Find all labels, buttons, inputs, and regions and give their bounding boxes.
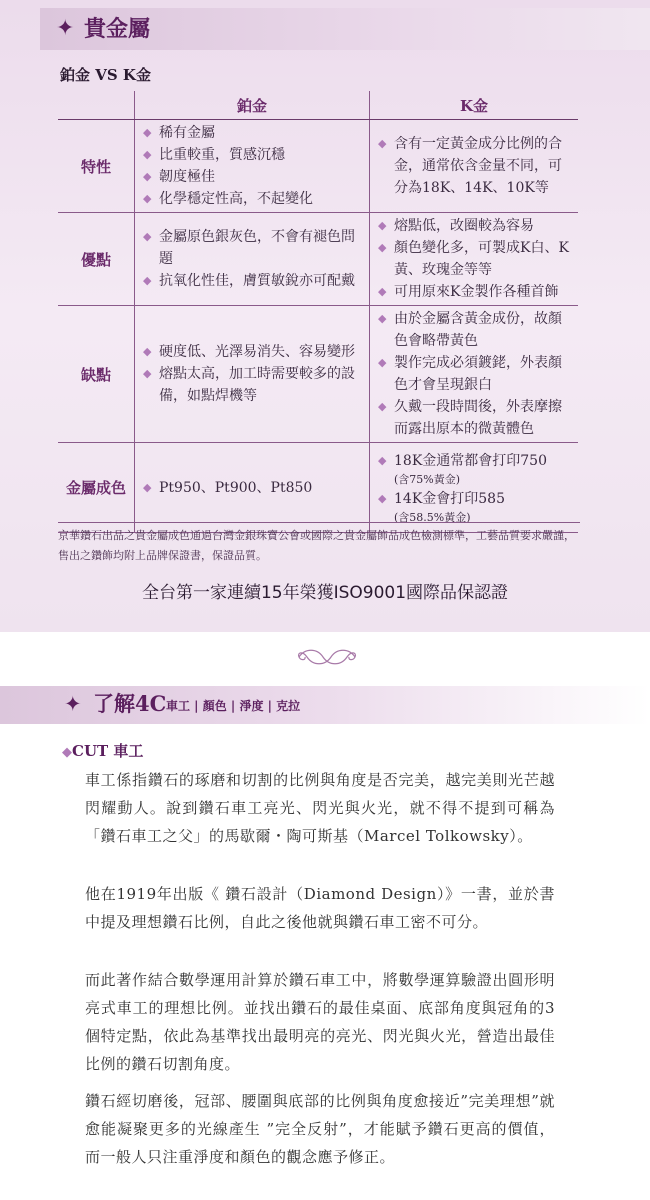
paragraph-3: 而此著作結合數學運用計算於鑽石車工中，將數學運算驗證出圓形明亮式車工的理想比例。並找出鑽石的最佳桌面、底部角度與冠角的3個特定點，依此為基準找出最明亮的亮光、閃光與火光，營造出最佳比例的鑽石切割角度。: [85, 971, 555, 1073]
bullet-list: [143, 122, 363, 210]
diamond-bullet-icon: ◆: [143, 192, 152, 205]
platinum-cell: [135, 120, 370, 213]
list-item-text: 硬度低、光澤易消失、容易變形: [159, 344, 355, 360]
comparison-table: [58, 91, 578, 533]
table-row: [58, 443, 578, 533]
diamond-bullet-icon: ◆: [143, 170, 152, 183]
list-item: [143, 166, 363, 188]
platinum-cell: [135, 443, 370, 533]
star-icon: ✦: [64, 692, 82, 716]
bullet-list: [378, 133, 572, 199]
table-row: [58, 120, 578, 213]
list-item-text: 稀有金屬: [159, 125, 215, 141]
table-row: [58, 306, 578, 443]
list-item-text: 熔點低，改圈較為容易: [394, 218, 534, 234]
list-item: [143, 270, 363, 292]
corner-header: [58, 91, 135, 120]
row-header: 優點: [58, 213, 135, 306]
paragraph-2: 他在1919年出版《 鑽石設計（Diamond Design）》一書，並於書中提及理想鑽石比例，自此之後他就與鑽石車工密不可分。: [85, 885, 555, 931]
diamond-bullet-icon: ◆: [143, 274, 152, 287]
bullet-list: [143, 477, 363, 499]
diamond-bullet-icon: ◆: [378, 491, 387, 505]
list-item: [143, 477, 363, 499]
list-item-text: 久戴一段時間後，外表摩擦而露出原本的微黃體色: [394, 399, 562, 437]
list-item: [143, 188, 363, 210]
swirl-ornament-icon: [295, 646, 359, 668]
diamond-bullet-icon: ◆: [143, 126, 152, 139]
diamond-bullet-icon: ◆: [62, 745, 72, 760]
list-item: [378, 237, 572, 281]
list-item-text: 熔點太高，加工時需要較多的設備，如點焊機等: [159, 366, 355, 404]
diamond-bullet-icon: ◆: [143, 480, 152, 494]
table-row: [58, 213, 578, 306]
list-item: [143, 341, 363, 363]
paragraph-4: 鑽石經切磨後，冠部、腰圍與底部的比例與角度愈接近”完美理想”就愈能凝聚更多的光線產生 ”完全反射”，才能賦予鑽石更高的價值，而一般人只注重淨度和顏色的觀念應予修正。: [85, 1092, 555, 1166]
section-subtitle-4c: 車工 | 顏色 | 淨度 | 克拉: [166, 699, 301, 713]
bullet-list: [143, 341, 363, 407]
cut-heading: [62, 740, 143, 761]
diamond-bullet-icon: ◆: [378, 400, 387, 413]
list-item-text: Pt950、Pt900、Pt850: [159, 479, 313, 496]
column-header-kgold: K金: [370, 91, 579, 120]
diamond-bullet-icon: ◆: [143, 230, 152, 243]
diamond-bullet-icon: ◆: [378, 453, 387, 467]
cut-heading-label: CUT 車工: [72, 742, 144, 760]
section-title-4c: 了解4C: [93, 691, 167, 716]
list-item-text: 韌度極佳: [159, 169, 215, 185]
list-item: [378, 281, 572, 303]
table-body: [58, 120, 578, 533]
list-item: [143, 122, 363, 144]
section-title: 貴金屬: [84, 16, 151, 42]
kgold-cell: [370, 443, 579, 533]
bullet-list: [378, 215, 572, 303]
diamond-bullet-icon: ◆: [378, 241, 387, 254]
list-item: [378, 133, 572, 199]
table-header-row: [58, 91, 578, 120]
list-item-text: 製作完成必須鍍銠，外表顏色才會呈現銀白: [394, 355, 562, 393]
platinum-cell: [135, 213, 370, 306]
list-item-note: (含75%黃金): [394, 472, 461, 486]
list-item-text: 可用原來K金製作各種首飾: [394, 284, 559, 300]
list-item-text: 含有一定黃金成分比例的合金，通常依含金量不同，可分為18K、14K、10K等: [394, 136, 562, 196]
list-item-text: 化學穩定性高，不起變化: [159, 191, 313, 207]
kgold-cell: [370, 306, 579, 443]
list-item: [378, 215, 572, 237]
list-item: [378, 352, 572, 396]
star-icon: ✦: [56, 16, 75, 41]
bullet-list: [378, 450, 572, 526]
list-item-text: 顏色變化多，可製成K白、K黃、玫瑰金等等: [394, 240, 569, 278]
bullet-list: [143, 226, 363, 292]
kgold-cell: [370, 213, 579, 306]
column-header-platinum: 鉑金: [135, 91, 370, 120]
row-header: 特性: [58, 120, 135, 213]
list-item-text: 14K金會打印585: [394, 490, 505, 507]
list-item-text: 由於金屬含黃金成份，故顏色會略帶黃色: [394, 311, 562, 349]
row-header: 缺點: [58, 306, 135, 443]
comparison-subtitle: 鉑金 VS K金: [60, 66, 151, 84]
disclaimer-text: 京華鑽石出品之貴金屬成色通過台灣金銀珠寶公會或國際之貴金屬飾品成色檢測標準，工藝品質要求嚴謹，售出之鑽飾均附上品牌保證書，保證品質。: [58, 522, 580, 566]
diamond-bullet-icon: ◆: [378, 312, 387, 325]
diamond-bullet-icon: ◆: [378, 356, 387, 369]
list-item: [378, 450, 572, 488]
row-header: 金屬成色: [58, 443, 135, 533]
iso-certification-text: 全台第一家連續15年榮獲ISO9001國際品保認證: [141, 583, 509, 603]
list-item: [378, 308, 572, 352]
list-item-note: (含58.5%黃金): [394, 510, 471, 524]
list-item-text: 抗氧化性佳，膚質敏銳亦可配戴: [159, 273, 355, 289]
list-item-text: 18K金通常都會打印750: [394, 452, 547, 469]
list-item: [143, 363, 363, 407]
platinum-cell: [135, 306, 370, 443]
diamond-bullet-icon: ◆: [143, 148, 152, 161]
paragraph-1: 車工係指鑽石的琢磨和切割的比例與角度是否完美，越完美則光芒越閃耀動人。說到鑽石車工亮光、閃光與火光，就不得不提到可稱為「鑽石車工之父」的馬歇爾・陶可斯基（Marcel Tolkowsky）。: [85, 771, 555, 845]
bullet-list: [378, 308, 572, 440]
list-item: [143, 226, 363, 270]
diamond-bullet-icon: ◆: [378, 137, 387, 150]
list-item: [378, 488, 572, 526]
list-item-text: 比重較重，質感沉穩: [159, 147, 285, 163]
diamond-bullet-icon: ◆: [378, 219, 387, 232]
list-item: [143, 144, 363, 166]
list-item: [378, 396, 572, 440]
list-item-text: 金屬原色銀灰色，不會有褪色問題: [159, 229, 355, 267]
diamond-bullet-icon: ◆: [143, 345, 152, 358]
kgold-cell: [370, 120, 579, 213]
diamond-bullet-icon: ◆: [143, 367, 152, 380]
diamond-bullet-icon: ◆: [378, 285, 387, 298]
